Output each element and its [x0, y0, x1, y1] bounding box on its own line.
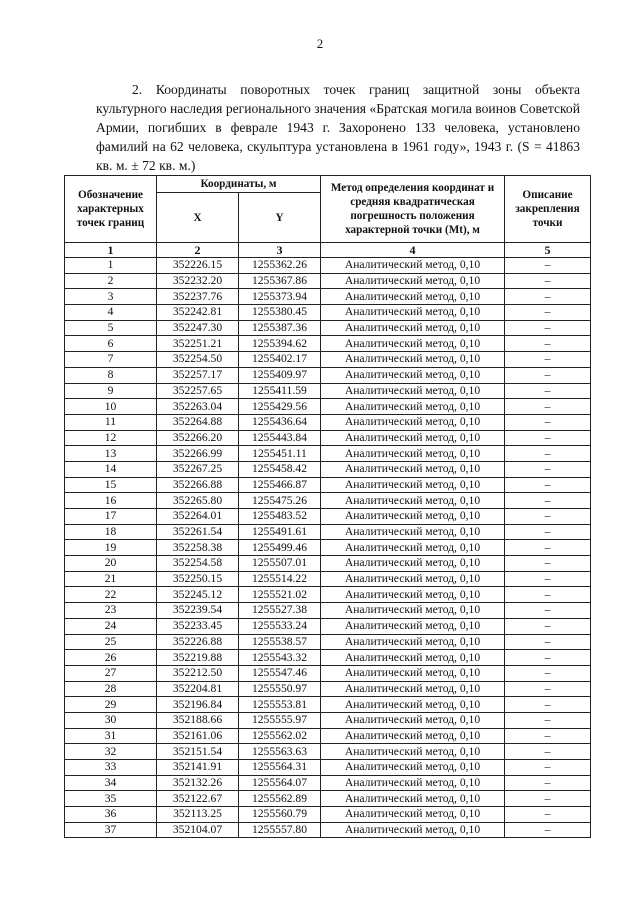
cell-desc: –: [505, 807, 591, 823]
col-number-3: 3: [239, 243, 321, 258]
col-number-4: 4: [321, 243, 505, 258]
cell-x: 352188.66: [157, 712, 239, 728]
header-x: X: [157, 193, 239, 243]
cell-y: 1255367.86: [239, 273, 321, 289]
cell-x: 352161.06: [157, 728, 239, 744]
cell-desc: –: [505, 399, 591, 415]
cell-method: Аналитический метод, 0,10: [321, 509, 505, 525]
cell-x: 352104.07: [157, 822, 239, 838]
cell-x: 352254.50: [157, 352, 239, 368]
cell-n: 9: [65, 383, 157, 399]
cell-n: 4: [65, 305, 157, 321]
cell-n: 21: [65, 571, 157, 587]
cell-method: Аналитический метод, 0,10: [321, 571, 505, 587]
table-row: [65, 352, 591, 368]
col-number-2: 2: [157, 243, 239, 258]
cell-x: 352261.54: [157, 524, 239, 540]
cell-x: 352151.54: [157, 744, 239, 760]
header-coords: Координаты, м: [157, 176, 321, 193]
cell-desc: –: [505, 352, 591, 368]
cell-n: 22: [65, 587, 157, 603]
cell-y: 1255451.11: [239, 446, 321, 462]
cell-desc: –: [505, 618, 591, 634]
cell-x: 352245.12: [157, 587, 239, 603]
table-row: [65, 603, 591, 619]
cell-y: 1255458.42: [239, 461, 321, 477]
cell-x: 352204.81: [157, 681, 239, 697]
table-row: [65, 289, 591, 305]
cell-y: 1255562.89: [239, 791, 321, 807]
cell-y: 1255387.36: [239, 320, 321, 336]
cell-method: Аналитический метод, 0,10: [321, 383, 505, 399]
cell-method: Аналитический метод, 0,10: [321, 446, 505, 462]
cell-x: 352251.21: [157, 336, 239, 352]
cell-y: 1255555.97: [239, 712, 321, 728]
cell-n: 20: [65, 556, 157, 572]
cell-y: 1255564.31: [239, 760, 321, 776]
cell-x: 352265.80: [157, 493, 239, 509]
cell-method: Аналитический метод, 0,10: [321, 352, 505, 368]
cell-x: 352226.15: [157, 258, 239, 274]
cell-method: Аналитический метод, 0,10: [321, 320, 505, 336]
cell-y: 1255394.62: [239, 336, 321, 352]
cell-method: Аналитический метод, 0,10: [321, 556, 505, 572]
cell-y: 1255429.56: [239, 399, 321, 415]
cell-method: Аналитический метод, 0,10: [321, 634, 505, 650]
cell-n: 14: [65, 461, 157, 477]
table-row: [65, 697, 591, 713]
cell-desc: –: [505, 320, 591, 336]
cell-x: 352242.81: [157, 305, 239, 321]
cell-x: 352232.20: [157, 273, 239, 289]
cell-desc: –: [505, 258, 591, 274]
cell-n: 28: [65, 681, 157, 697]
cell-x: 352263.04: [157, 399, 239, 415]
cell-y: 1255557.80: [239, 822, 321, 838]
cell-method: Аналитический метод, 0,10: [321, 258, 505, 274]
cell-y: 1255563.63: [239, 744, 321, 760]
cell-y: 1255543.32: [239, 650, 321, 666]
cell-method: Аналитический метод, 0,10: [321, 493, 505, 509]
cell-y: 1255475.26: [239, 493, 321, 509]
table-row: [65, 571, 591, 587]
cell-x: 352257.17: [157, 367, 239, 383]
cell-x: 352196.84: [157, 697, 239, 713]
cell-desc: –: [505, 305, 591, 321]
table-row: [65, 258, 591, 274]
page-number: 2: [316, 36, 324, 51]
cell-n: 2: [65, 273, 157, 289]
cell-n: 6: [65, 336, 157, 352]
cell-method: Аналитический метод, 0,10: [321, 760, 505, 776]
table-row: [65, 634, 591, 650]
header-y: Y: [239, 193, 321, 243]
cell-y: 1255533.24: [239, 618, 321, 634]
table-row: [65, 320, 591, 336]
cell-y: 1255538.57: [239, 634, 321, 650]
cell-method: Аналитический метод, 0,10: [321, 305, 505, 321]
table-row: [65, 493, 591, 509]
cell-desc: –: [505, 336, 591, 352]
cell-y: 1255527.38: [239, 603, 321, 619]
cell-x: 352141.91: [157, 760, 239, 776]
cell-x: 352113.25: [157, 807, 239, 823]
table-row: [65, 760, 591, 776]
cell-method: Аналитический метод, 0,10: [321, 430, 505, 446]
cell-method: Аналитический метод, 0,10: [321, 681, 505, 697]
col-number-5: 5: [505, 243, 591, 258]
cell-desc: –: [505, 571, 591, 587]
cell-method: Аналитический метод, 0,10: [321, 650, 505, 666]
cell-x: 352250.15: [157, 571, 239, 587]
table-row: [65, 336, 591, 352]
table-row: [65, 728, 591, 744]
cell-method: Аналитический метод, 0,10: [321, 414, 505, 430]
cell-n: 31: [65, 728, 157, 744]
cell-x: 352266.99: [157, 446, 239, 462]
cell-method: Аналитический метод, 0,10: [321, 712, 505, 728]
cell-desc: –: [505, 446, 591, 462]
table-row: [65, 822, 591, 838]
coordinates-table: [64, 175, 591, 838]
cell-n: 8: [65, 367, 157, 383]
cell-x: 352226.88: [157, 634, 239, 650]
cell-n: 30: [65, 712, 157, 728]
cell-n: 33: [65, 760, 157, 776]
cell-n: 25: [65, 634, 157, 650]
cell-n: 18: [65, 524, 157, 540]
table-row: [65, 305, 591, 321]
table-body: [65, 258, 591, 838]
cell-desc: –: [505, 461, 591, 477]
cell-desc: –: [505, 681, 591, 697]
cell-method: Аналитический метод, 0,10: [321, 477, 505, 493]
cell-n: 23: [65, 603, 157, 619]
cell-y: 1255443.84: [239, 430, 321, 446]
cell-desc: –: [505, 665, 591, 681]
cell-y: 1255491.61: [239, 524, 321, 540]
cell-desc: –: [505, 540, 591, 556]
table-row: [65, 712, 591, 728]
cell-desc: –: [505, 728, 591, 744]
cell-x: 352212.50: [157, 665, 239, 681]
table-row: [65, 556, 591, 572]
cell-y: 1255409.97: [239, 367, 321, 383]
cell-x: 352266.88: [157, 477, 239, 493]
cell-y: 1255550.97: [239, 681, 321, 697]
cell-n: 24: [65, 618, 157, 634]
cell-desc: –: [505, 775, 591, 791]
cell-method: Аналитический метод, 0,10: [321, 603, 505, 619]
cell-n: 16: [65, 493, 157, 509]
cell-desc: –: [505, 587, 591, 603]
cell-n: 12: [65, 430, 157, 446]
cell-x: 352233.45: [157, 618, 239, 634]
cell-desc: –: [505, 697, 591, 713]
cell-y: 1255564.07: [239, 775, 321, 791]
header-point: Обозначение характерных точек границ: [65, 176, 157, 243]
cell-method: Аналитический метод, 0,10: [321, 807, 505, 823]
cell-desc: –: [505, 791, 591, 807]
cell-desc: –: [505, 509, 591, 525]
cell-y: 1255499.46: [239, 540, 321, 556]
cell-method: Аналитический метод, 0,10: [321, 399, 505, 415]
cell-desc: –: [505, 712, 591, 728]
cell-y: 1255521.02: [239, 587, 321, 603]
cell-n: 3: [65, 289, 157, 305]
cell-x: 352267.25: [157, 461, 239, 477]
cell-desc: –: [505, 650, 591, 666]
cell-n: 7: [65, 352, 157, 368]
cell-y: 1255411.59: [239, 383, 321, 399]
cell-method: Аналитический метод, 0,10: [321, 461, 505, 477]
cell-method: Аналитический метод, 0,10: [321, 336, 505, 352]
cell-y: 1255373.94: [239, 289, 321, 305]
table-row: [65, 383, 591, 399]
cell-n: 15: [65, 477, 157, 493]
table-row: [65, 791, 591, 807]
cell-y: 1255562.02: [239, 728, 321, 744]
table-row: [65, 665, 591, 681]
cell-desc: –: [505, 744, 591, 760]
cell-method: Аналитический метод, 0,10: [321, 587, 505, 603]
cell-y: 1255553.81: [239, 697, 321, 713]
cell-y: 1255436.64: [239, 414, 321, 430]
cell-method: Аналитический метод, 0,10: [321, 744, 505, 760]
table-row: [65, 273, 591, 289]
cell-y: 1255380.45: [239, 305, 321, 321]
cell-n: 37: [65, 822, 157, 838]
cell-n: 29: [65, 697, 157, 713]
cell-x: 352258.38: [157, 540, 239, 556]
cell-n: 27: [65, 665, 157, 681]
cell-n: 19: [65, 540, 157, 556]
cell-x: 352219.88: [157, 650, 239, 666]
cell-desc: –: [505, 822, 591, 838]
header-description: Описание закрепления точки: [505, 176, 591, 243]
cell-x: 352247.30: [157, 320, 239, 336]
cell-method: Аналитический метод, 0,10: [321, 775, 505, 791]
cell-y: 1255507.01: [239, 556, 321, 572]
cell-y: 1255466.87: [239, 477, 321, 493]
table-row: [65, 744, 591, 760]
cell-y: 1255514.22: [239, 571, 321, 587]
col-number-1: 1: [65, 243, 157, 258]
table-row: [65, 681, 591, 697]
table-row: [65, 461, 591, 477]
cell-desc: –: [505, 430, 591, 446]
table-row: [65, 587, 591, 603]
cell-n: 11: [65, 414, 157, 430]
cell-y: 1255547.46: [239, 665, 321, 681]
intro-paragraph: 2. Координаты поворотных точек границ защитной зоны объекта культурного наследия регионального значения «Братская могила воинов Советской Армии, погибших в феврале 1943 г. Захоронено 133 человека, установлено фамилий на 62 человека, скульптура установлена в 1961 году», 1943 г. (S = 41863 кв. м. ± 72 кв. м.): [96, 81, 580, 174]
cell-x: 352257.65: [157, 383, 239, 399]
cell-desc: –: [505, 477, 591, 493]
cell-method: Аналитический метод, 0,10: [321, 289, 505, 305]
table-row: [65, 524, 591, 540]
table-row: [65, 807, 591, 823]
table-row: [65, 509, 591, 525]
cell-desc: –: [505, 493, 591, 509]
cell-n: 10: [65, 399, 157, 415]
table-row: [65, 775, 591, 791]
cell-x: 352264.01: [157, 509, 239, 525]
table-row: [65, 399, 591, 415]
cell-y: 1255402.17: [239, 352, 321, 368]
cell-desc: –: [505, 760, 591, 776]
table-row: [65, 446, 591, 462]
cell-method: Аналитический метод, 0,10: [321, 273, 505, 289]
cell-desc: –: [505, 367, 591, 383]
cell-method: Аналитический метод, 0,10: [321, 524, 505, 540]
cell-desc: –: [505, 556, 591, 572]
cell-desc: –: [505, 524, 591, 540]
cell-y: 1255560.79: [239, 807, 321, 823]
cell-n: 35: [65, 791, 157, 807]
cell-desc: –: [505, 289, 591, 305]
cell-x: 352237.76: [157, 289, 239, 305]
cell-method: Аналитический метод, 0,10: [321, 791, 505, 807]
cell-method: Аналитический метод, 0,10: [321, 822, 505, 838]
cell-method: Аналитический метод, 0,10: [321, 367, 505, 383]
table-row: [65, 367, 591, 383]
table-row: [65, 540, 591, 556]
cell-n: 36: [65, 807, 157, 823]
cell-x: 352264.88: [157, 414, 239, 430]
cell-n: 32: [65, 744, 157, 760]
cell-n: 13: [65, 446, 157, 462]
table-row: [65, 430, 591, 446]
cell-method: Аналитический метод, 0,10: [321, 540, 505, 556]
cell-x: 352132.26: [157, 775, 239, 791]
cell-x: 352122.67: [157, 791, 239, 807]
cell-x: 352254.58: [157, 556, 239, 572]
cell-method: Аналитический метод, 0,10: [321, 665, 505, 681]
cell-x: 352239.54: [157, 603, 239, 619]
cell-y: 1255483.52: [239, 509, 321, 525]
cell-method: Аналитический метод, 0,10: [321, 618, 505, 634]
cell-desc: –: [505, 634, 591, 650]
cell-method: Аналитический метод, 0,10: [321, 697, 505, 713]
table-row: [65, 414, 591, 430]
cell-desc: –: [505, 273, 591, 289]
table-row: [65, 650, 591, 666]
cell-desc: –: [505, 383, 591, 399]
cell-n: 5: [65, 320, 157, 336]
cell-n: 26: [65, 650, 157, 666]
cell-desc: –: [505, 603, 591, 619]
cell-n: 1: [65, 258, 157, 274]
cell-n: 34: [65, 775, 157, 791]
cell-desc: –: [505, 414, 591, 430]
cell-x: 352266.20: [157, 430, 239, 446]
table-row: [65, 477, 591, 493]
cell-y: 1255362.26: [239, 258, 321, 274]
cell-method: Аналитический метод, 0,10: [321, 728, 505, 744]
table-row: [65, 618, 591, 634]
header-method: Метод определения координат и средняя квадратическая погрешность положения характерной точки (Mt), м: [321, 176, 505, 243]
cell-n: 17: [65, 509, 157, 525]
